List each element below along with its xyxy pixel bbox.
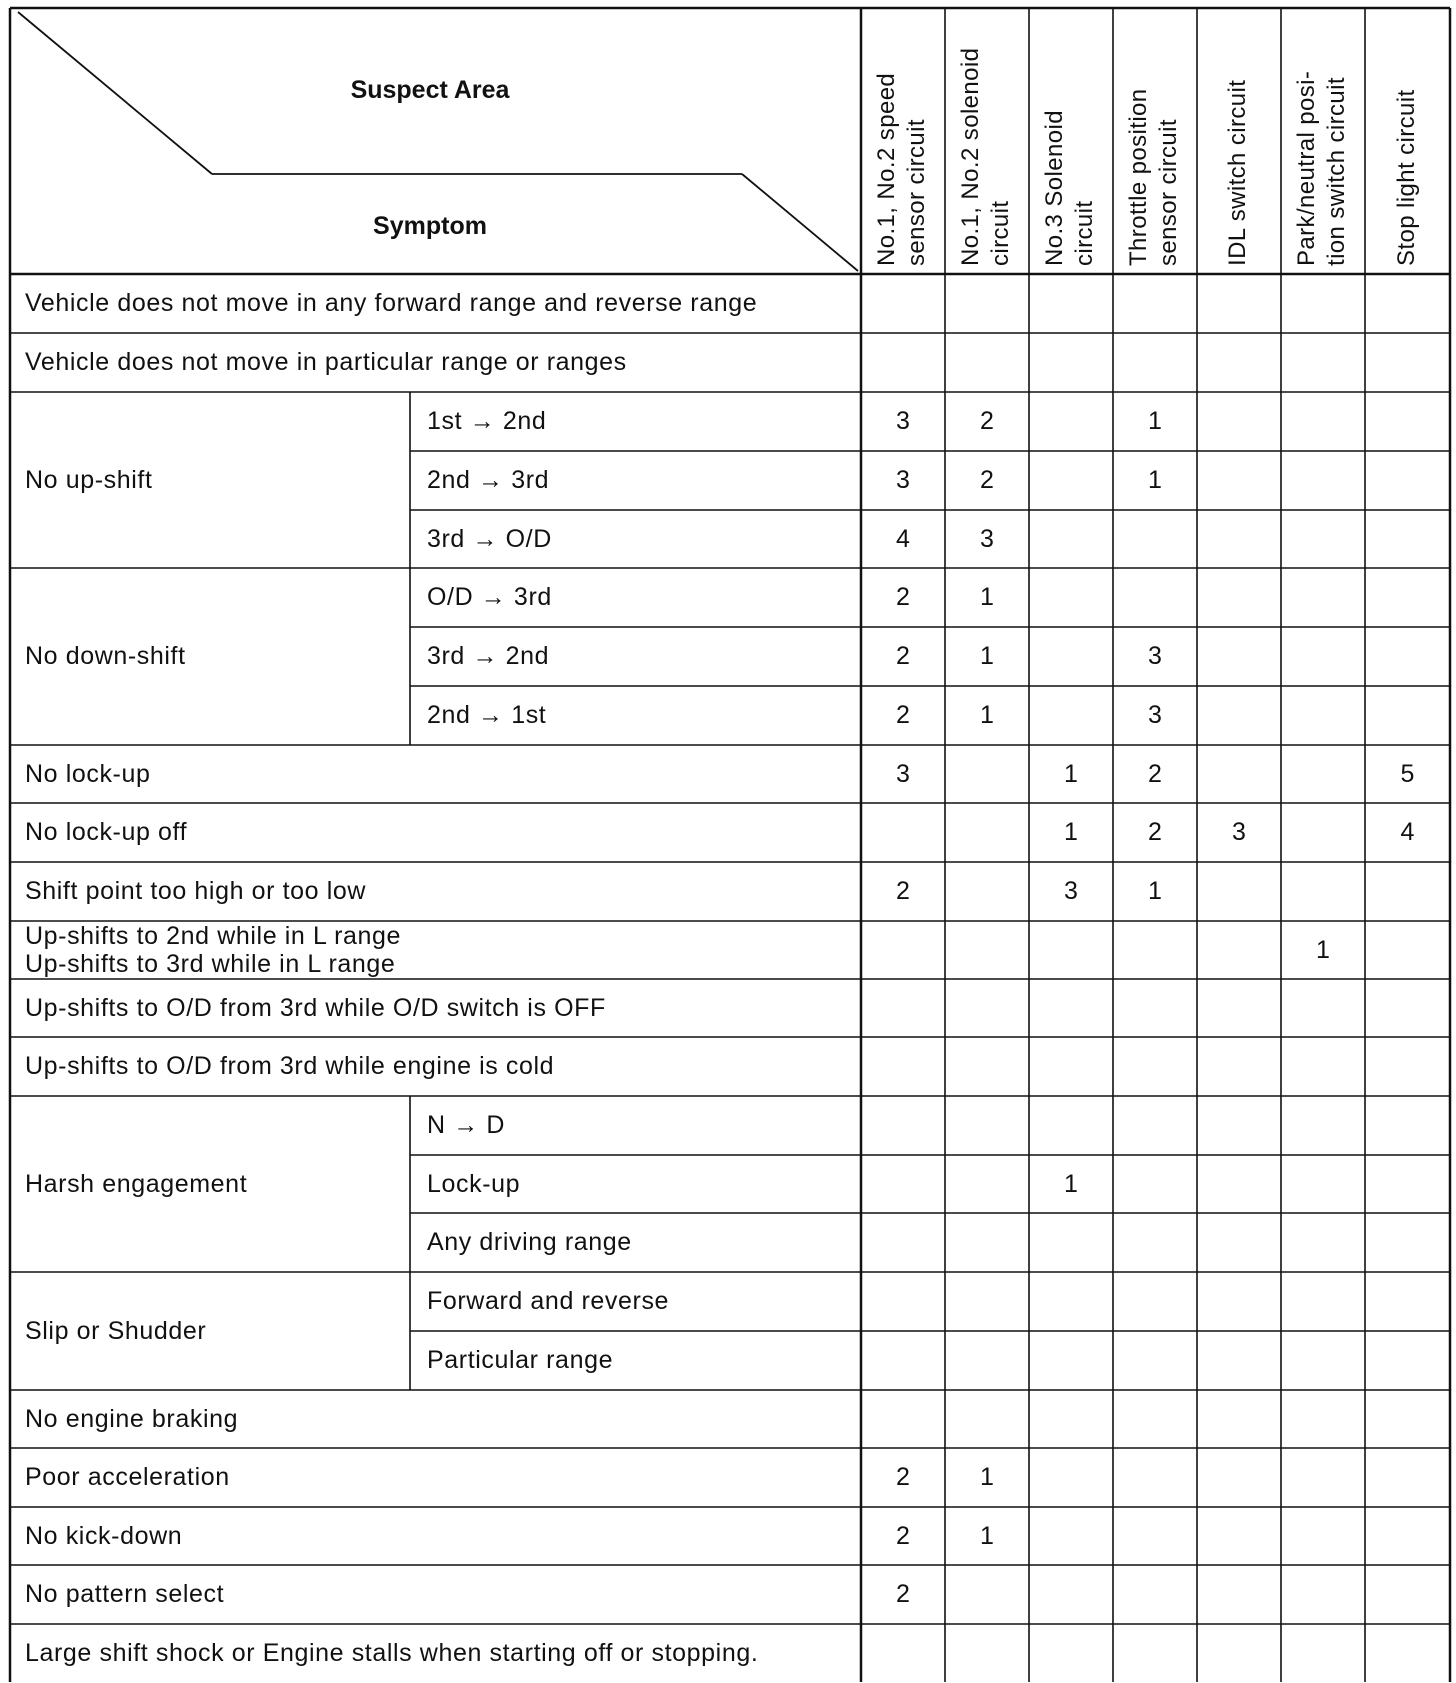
priority-cell [1197, 1037, 1281, 1096]
priority-cell [1281, 1624, 1365, 1683]
symptom-label: No pattern select [25, 1580, 225, 1608]
priority-cell [1365, 1390, 1450, 1448]
priority-cell [945, 1624, 1029, 1683]
priority-cell [1365, 1624, 1450, 1683]
column-header-line: IDL switch circuit [1224, 79, 1251, 266]
priority-cell [1281, 1565, 1365, 1624]
priority-cell [1197, 1448, 1281, 1507]
priority-cell [1197, 392, 1281, 451]
priority-cell [1365, 862, 1450, 921]
priority-cell [1197, 568, 1281, 627]
priority-cell: 1 [980, 701, 994, 729]
priority-cell: 4 [896, 524, 910, 553]
priority-cell [1029, 510, 1113, 568]
priority-cell: 2 [896, 583, 910, 611]
priority-cell [1029, 1331, 1113, 1390]
priority-cell: 1 [980, 642, 994, 670]
priority-cell [1365, 568, 1450, 627]
priority-cell [945, 333, 1029, 392]
priority-cell [1281, 979, 1365, 1037]
priority-cell [1113, 979, 1197, 1037]
symptom-label: Shift point too high or too low [25, 877, 367, 905]
priority-cell [1029, 1624, 1113, 1683]
priority-cell: 1 [1148, 407, 1162, 435]
priority-cell [861, 979, 945, 1037]
sub-range-label: Particular range [427, 1346, 614, 1374]
priority-cell [1365, 627, 1450, 686]
priority-cell [1113, 333, 1197, 392]
column-header-line: Throttle position [1125, 88, 1152, 266]
priority-cell: 1 [980, 583, 994, 611]
column-header-line: sensor circuit [1155, 119, 1182, 266]
priority-cell [1281, 1507, 1365, 1565]
priority-cell [945, 1037, 1029, 1096]
header-diagonal-line [742, 174, 858, 271]
column-header [1124, 88, 1184, 266]
priority-cell [1197, 1155, 1281, 1213]
priority-cell [1113, 568, 1197, 627]
sub-range-label: O/D → 3rd [427, 583, 552, 611]
priority-cell: 1 [1316, 935, 1330, 964]
priority-cell [1365, 1507, 1450, 1565]
priority-cell: 1 [980, 1521, 994, 1550]
priority-cell [1029, 1507, 1113, 1565]
priority-cell [1281, 686, 1365, 745]
priority-cell: 1 [1064, 1169, 1078, 1198]
symptom-label: No kick-down [25, 1521, 183, 1550]
column-header-line: Park/neutral posi- [1293, 70, 1320, 266]
priority-cell: 2 [1148, 818, 1162, 846]
priority-cell: 2 [896, 1521, 910, 1550]
priority-cell [1113, 1272, 1197, 1331]
priority-cell [1113, 274, 1197, 333]
priority-cell [1029, 627, 1113, 686]
priority-cell [1197, 1507, 1281, 1565]
priority-cell [1113, 1390, 1197, 1448]
priority-cell [1365, 1565, 1450, 1624]
priority-cell [945, 1213, 1029, 1272]
priority-cell [1029, 274, 1113, 333]
sub-range-label: 1st → 2nd [427, 407, 547, 435]
priority-cell [945, 1331, 1029, 1390]
priority-cell [1197, 686, 1281, 745]
sub-range-label: Any driving range [427, 1228, 632, 1256]
symptom-label: Up-shifts to O/D from 3rd while engine is cold [25, 1052, 555, 1080]
priority-cell [1281, 510, 1365, 568]
priority-cell [1365, 1272, 1450, 1331]
priority-cell [1113, 1096, 1197, 1155]
priority-cell: 3 [1064, 877, 1078, 905]
priority-cell [861, 1390, 945, 1448]
priority-cell: 2 [980, 407, 994, 435]
priority-cell [945, 1272, 1029, 1331]
priority-cell: 3 [896, 759, 910, 788]
priority-cell [861, 1155, 945, 1213]
priority-cell [1281, 392, 1365, 451]
priority-cell: 4 [1400, 818, 1415, 846]
column-header [1223, 80, 1253, 266]
priority-cell: 2 [896, 701, 910, 729]
priority-cell [945, 1565, 1029, 1624]
symptom-label: No engine braking [25, 1404, 239, 1433]
priority-cell [1365, 1448, 1450, 1507]
priority-cell: 2 [896, 642, 910, 670]
priority-cell [861, 274, 945, 333]
symptom-label: Up-shifts to O/D from 3rd while O/D switch is OFF [25, 993, 606, 1022]
priority-cell [1197, 745, 1281, 803]
priority-cell [1365, 1037, 1450, 1096]
sub-range-label: 3rd → 2nd [427, 642, 550, 670]
sub-range-label: 2nd → 3rd [427, 466, 550, 494]
priority-cell [1281, 451, 1365, 510]
column-header-line: sensor circuit [903, 119, 930, 266]
priority-cell: 2 [1148, 759, 1162, 788]
priority-cell [1281, 1037, 1365, 1096]
priority-cell: 2 [896, 877, 910, 905]
priority-cell [1197, 274, 1281, 333]
symptom-label: No lock-up [25, 759, 151, 788]
symptom-label: Vehicle does not move in any forward range and reverse range [25, 289, 758, 317]
column-header-line: No.1, No.2 speed [873, 72, 900, 266]
priority-cell [945, 921, 1029, 979]
suspect-area-heading: Suspect Area [350, 76, 510, 104]
priority-cell [861, 1037, 945, 1096]
priority-cell [1197, 1624, 1281, 1683]
priority-cell [945, 745, 1029, 803]
priority-cell [1365, 333, 1450, 392]
priority-cell: 1 [1064, 759, 1078, 788]
priority-cell [1029, 921, 1113, 979]
priority-cell [1281, 1331, 1365, 1390]
priority-cell [1113, 1155, 1197, 1213]
priority-cell: 3 [896, 407, 910, 435]
priority-cell [1029, 979, 1113, 1037]
sub-range-label: Forward and reverse [427, 1287, 670, 1315]
priority-cell [1365, 979, 1450, 1037]
priority-cell [1197, 921, 1281, 979]
priority-cell: 3 [980, 524, 994, 553]
symptom-label-line: Up-shifts to 2nd while in L range [25, 922, 402, 950]
priority-cell [1365, 921, 1450, 979]
priority-cell: 3 [896, 466, 910, 494]
priority-cell: 1 [980, 1463, 994, 1491]
sub-range-label: 3rd → O/D [427, 524, 552, 553]
priority-cell [1113, 1213, 1197, 1272]
column-header [1040, 110, 1100, 266]
symptom-heading: Symptom [373, 212, 487, 240]
priority-cell [1281, 1155, 1365, 1213]
column-header-line: circuit [987, 200, 1014, 266]
priority-cell: 2 [896, 1580, 910, 1608]
priority-cell [1113, 1507, 1197, 1565]
symptom-label [10, 921, 861, 979]
column-header [1392, 89, 1422, 266]
priority-cell [1029, 1565, 1113, 1624]
column-header [956, 48, 1016, 266]
priority-cell [1281, 803, 1365, 862]
column-header-line: circuit [1071, 200, 1098, 266]
priority-cell [1029, 1213, 1113, 1272]
column-header [872, 73, 932, 266]
symptom-group-label: No down-shift [25, 642, 186, 670]
priority-cell: 3 [1148, 642, 1162, 670]
priority-cell [945, 1390, 1029, 1448]
priority-cell [1365, 1331, 1450, 1390]
priority-cell [1281, 274, 1365, 333]
priority-cell [1281, 1448, 1365, 1507]
priority-cell [1365, 274, 1450, 333]
header-diagonal-line [18, 12, 212, 174]
symptom-group-label: Harsh engagement [25, 1169, 248, 1198]
priority-cell [1197, 1390, 1281, 1448]
priority-cell [1113, 921, 1197, 979]
priority-cell: 2 [896, 1463, 910, 1491]
sub-range-label: N → D [427, 1111, 505, 1139]
priority-cell [1029, 1096, 1113, 1155]
symptom-group-label: Slip or Shudder [25, 1316, 207, 1345]
column-header [1292, 71, 1352, 266]
priority-cell [1281, 627, 1365, 686]
priority-cell [1029, 451, 1113, 510]
priority-cell [861, 803, 945, 862]
column-header-line: tion switch circuit [1323, 77, 1350, 266]
priority-cell [1029, 392, 1113, 451]
priority-cell [1281, 1272, 1365, 1331]
priority-cell [861, 1624, 945, 1683]
priority-cell [1281, 862, 1365, 921]
priority-cell [1197, 862, 1281, 921]
column-header-line: No.1, No.2 solenoid [957, 47, 984, 266]
priority-cell [945, 862, 1029, 921]
column-header-line: Stop light circuit [1392, 89, 1420, 266]
priority-cell: 3 [1148, 701, 1162, 729]
priority-cell [1197, 1331, 1281, 1390]
symptom-label: Poor acceleration [25, 1463, 230, 1491]
priority-cell [1113, 1624, 1197, 1683]
priority-cell [1365, 686, 1450, 745]
priority-cell [1281, 568, 1365, 627]
priority-cell [945, 1155, 1029, 1213]
priority-cell [1113, 1448, 1197, 1507]
priority-cell: 3 [1232, 818, 1246, 846]
priority-cell [1197, 510, 1281, 568]
priority-cell [861, 921, 945, 979]
priority-cell [861, 1272, 945, 1331]
priority-cell [1029, 1448, 1113, 1507]
priority-cell [1029, 1390, 1113, 1448]
priority-cell: 1 [1148, 466, 1162, 494]
priority-cell [861, 1331, 945, 1390]
priority-cell [1365, 1213, 1450, 1272]
priority-cell [1197, 1565, 1281, 1624]
symptom-label-line: Up-shifts to 3rd while in L range [25, 950, 396, 978]
priority-cell [1197, 979, 1281, 1037]
sub-range-label: 2nd → 1st [427, 701, 547, 729]
priority-cell [861, 333, 945, 392]
priority-cell [1365, 1155, 1450, 1213]
priority-cell [1029, 686, 1113, 745]
priority-cell [1197, 1213, 1281, 1272]
symptom-label: Vehicle does not move in particular range or ranges [25, 348, 627, 376]
priority-cell [1365, 510, 1450, 568]
priority-cell: 1 [1064, 818, 1078, 846]
priority-cell [1281, 1096, 1365, 1155]
priority-cell [945, 979, 1029, 1037]
priority-cell [861, 1213, 945, 1272]
priority-cell [945, 274, 1029, 333]
priority-cell: 1 [1148, 877, 1162, 905]
priority-cell [1281, 1390, 1365, 1448]
priority-cell [1029, 1272, 1113, 1331]
priority-cell [1197, 451, 1281, 510]
priority-cell [1281, 1213, 1365, 1272]
symptom-label: Large shift shock or Engine stalls when starting off or stopping. [25, 1639, 759, 1667]
priority-cell [1365, 1096, 1450, 1155]
priority-cell [1281, 333, 1365, 392]
column-header-line: No.3 Solenoid [1041, 110, 1068, 266]
priority-cell [1197, 1096, 1281, 1155]
priority-cell [945, 803, 1029, 862]
symptom-group-label: No up-shift [25, 465, 153, 494]
priority-cell [1197, 333, 1281, 392]
priority-cell [1113, 1331, 1197, 1390]
priority-cell [1197, 1272, 1281, 1331]
priority-cell: 2 [980, 466, 994, 494]
priority-cell [945, 1096, 1029, 1155]
priority-cell [1365, 392, 1450, 451]
priority-cell [1029, 333, 1113, 392]
priority-cell [1113, 510, 1197, 568]
priority-cell [1029, 568, 1113, 627]
priority-cell [1029, 1037, 1113, 1096]
symptom-label: No lock-up off [25, 818, 188, 846]
priority-cell [1197, 627, 1281, 686]
priority-cell [1281, 745, 1365, 803]
priority-cell [1365, 451, 1450, 510]
priority-cell: 5 [1400, 759, 1415, 788]
priority-cell [1113, 1565, 1197, 1624]
priority-cell [861, 1096, 945, 1155]
sub-range-label: Lock-up [427, 1169, 521, 1198]
priority-cell [1113, 1037, 1197, 1096]
